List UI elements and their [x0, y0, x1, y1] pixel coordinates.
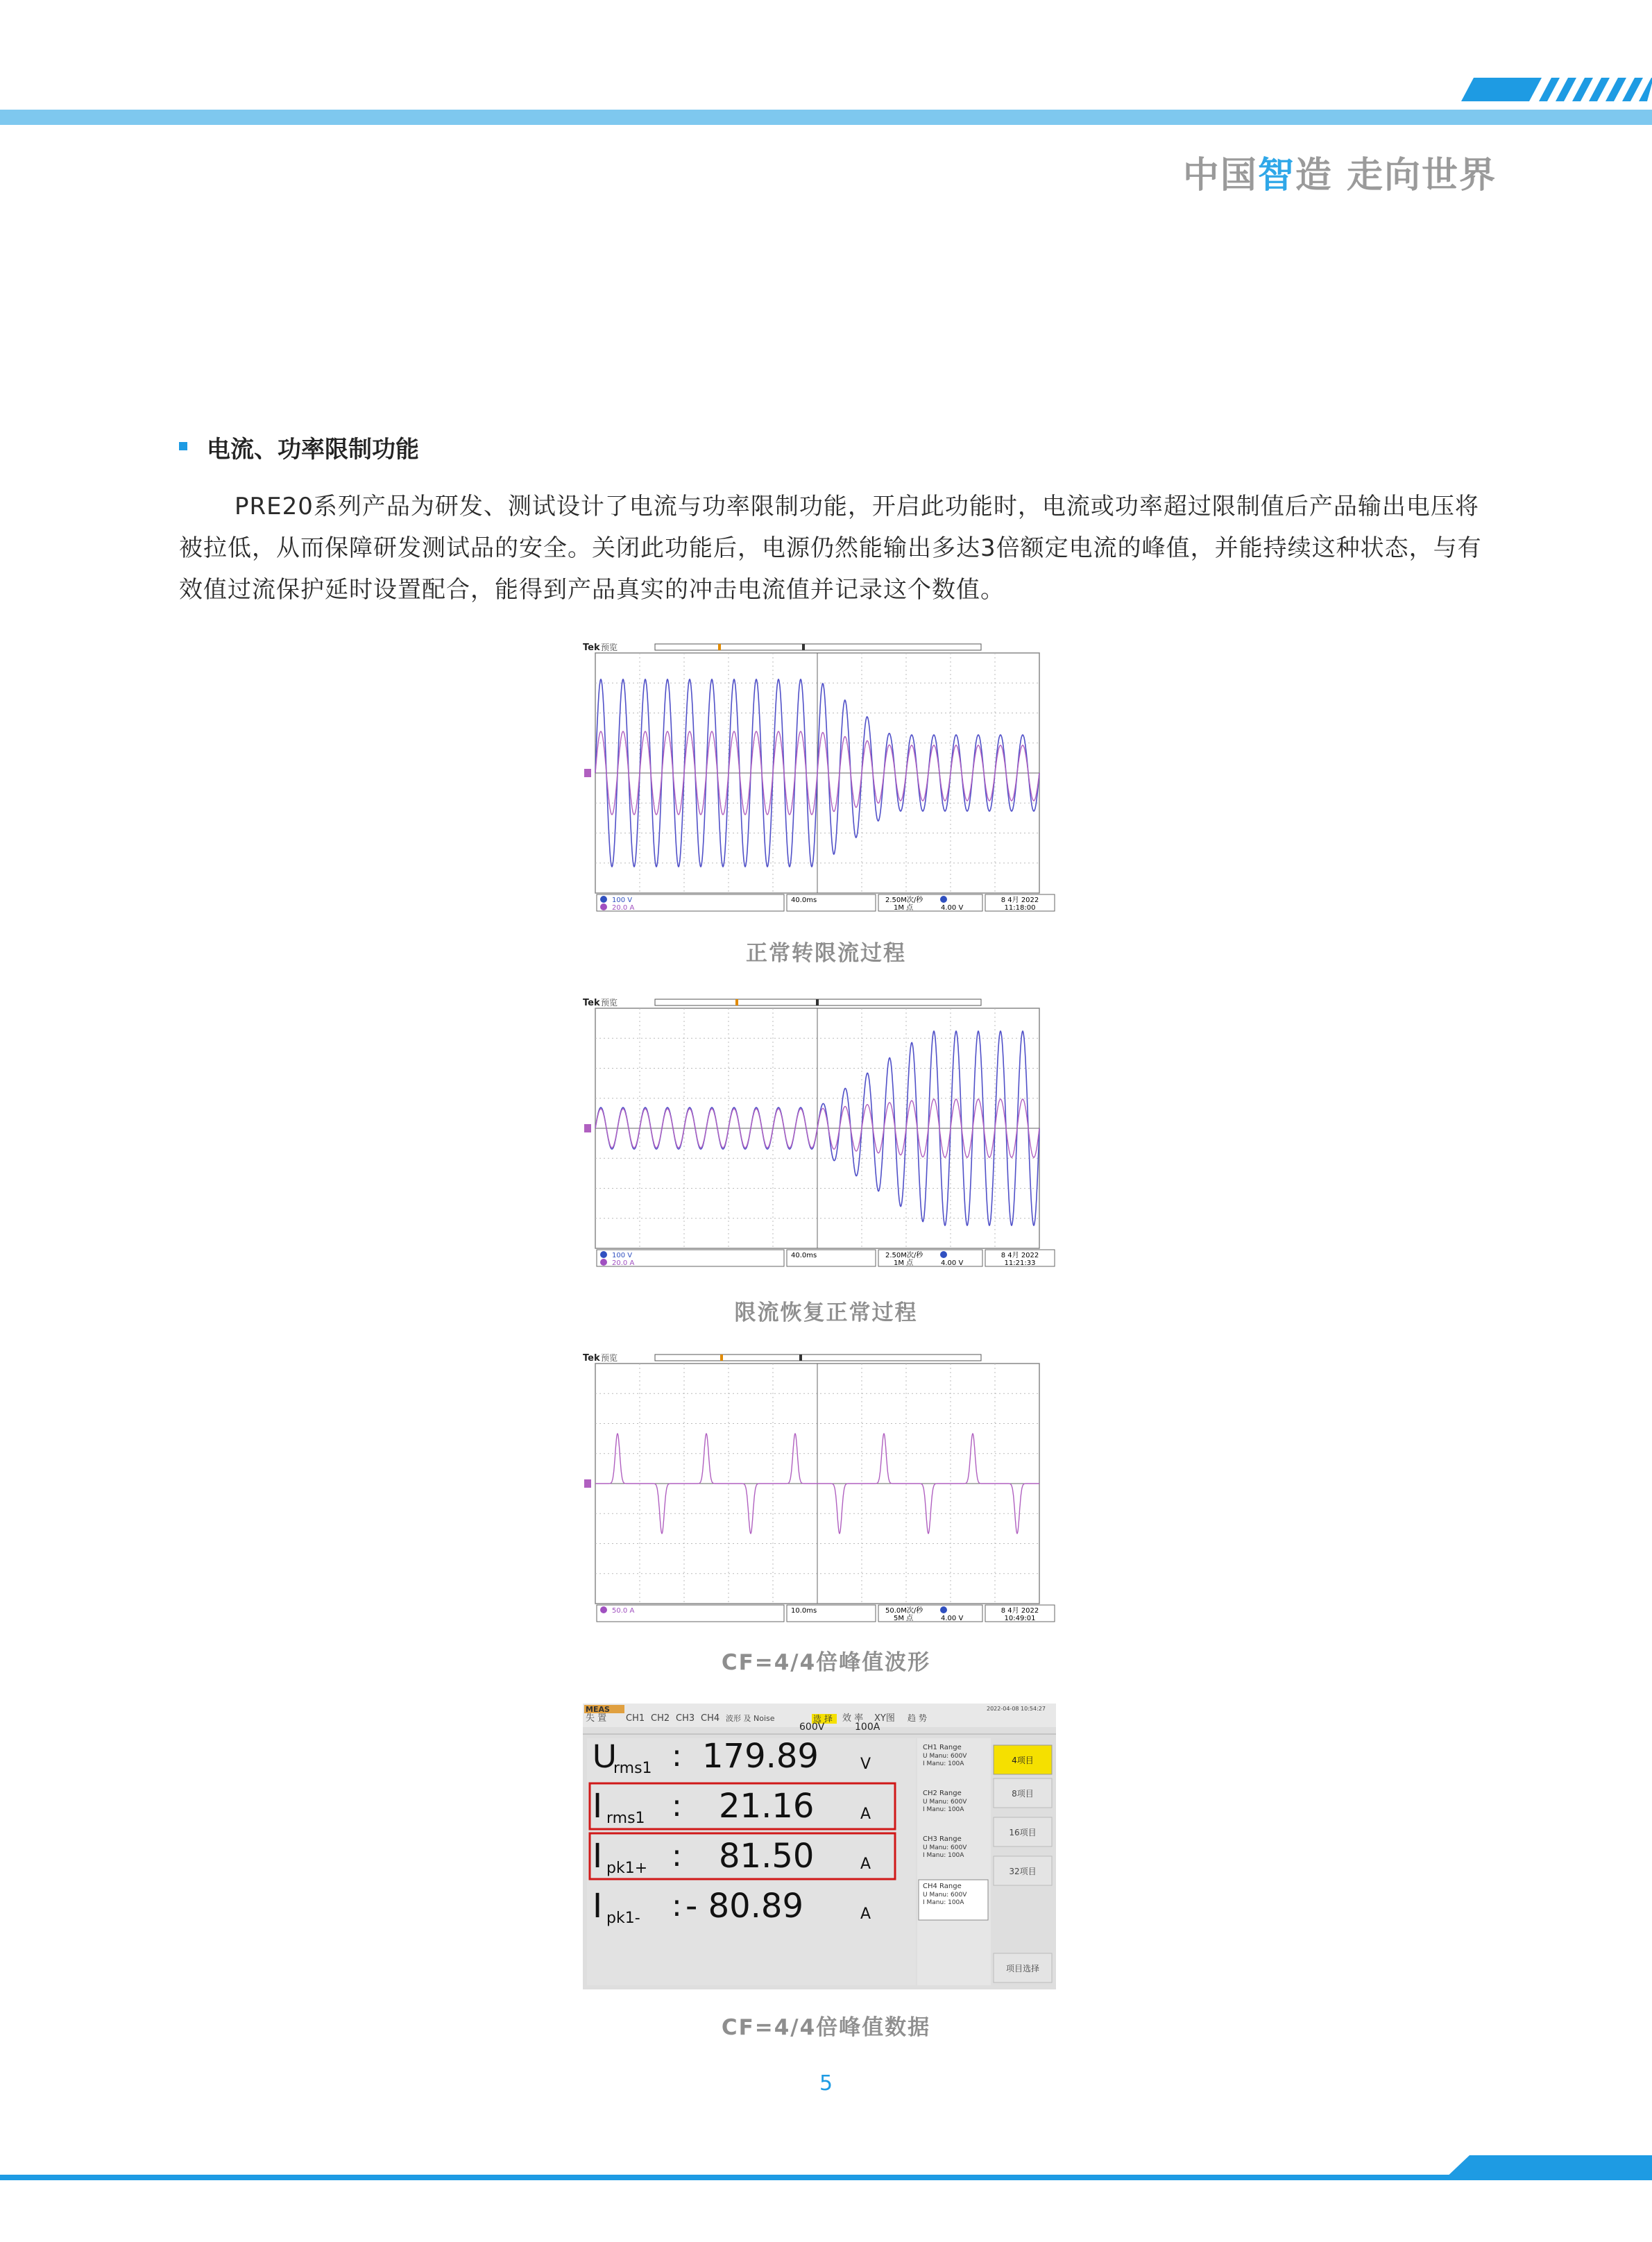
- scope-ch2-scale: 20.0 A: [612, 1259, 635, 1267]
- scope-rate: 50.0M次/秒: [885, 1607, 923, 1615]
- meter-menu-item: CH2: [651, 1713, 670, 1724]
- scope-points: 1M 点: [894, 1259, 914, 1267]
- meter-range-i: I Manu: 100A: [923, 1899, 964, 1906]
- section-bullet: [179, 442, 187, 450]
- scope-mode: 预览: [601, 643, 618, 652]
- svg-text::: :: [672, 1738, 682, 1774]
- meter-menu-item: 选 择: [813, 1714, 833, 1724]
- meter-unit: V: [860, 1756, 871, 1773]
- meter-voltage-range: 600V: [799, 1722, 825, 1733]
- meter-btn-4: 4项目: [1012, 1756, 1034, 1765]
- meter-value: - 80.89: [686, 1887, 803, 1926]
- meter-range-u: U Manu: 600V: [923, 1844, 967, 1851]
- meter-value: 179.89: [702, 1737, 819, 1776]
- scope-timebase: 10.0ms: [791, 1607, 817, 1615]
- meter-sub: rms1: [606, 1810, 645, 1827]
- scope-date: 8 4月 2022: [1000, 1607, 1039, 1615]
- meter-btn-select: 项目选择: [1005, 1964, 1040, 1973]
- power-meter-screenshot: [583, 1704, 1056, 1989]
- meter-menu-item: XY图: [874, 1713, 895, 1724]
- meter-unit: A: [860, 1806, 871, 1823]
- scope-ch2-scale: 50.0 A: [612, 1607, 635, 1615]
- meter-range-label: CH3 Range: [923, 1835, 962, 1843]
- scope-trigger: 4.00 V: [941, 904, 964, 912]
- scope-brand: Tek: [583, 643, 600, 653]
- figure-caption-3: CF=4/4倍峰值波形: [721, 1650, 931, 1675]
- meter-datetime: 2022-04-08 10:54:27: [987, 1706, 1046, 1712]
- meter-range-u: U Manu: 600V: [923, 1892, 967, 1899]
- meter-menu-item: 趋 势: [908, 1713, 927, 1723]
- meter-range-label: CH2 Range: [923, 1790, 962, 1797]
- meter-menu-item: CH3: [676, 1713, 695, 1724]
- meter-menu-meas: MEAS: [586, 1705, 610, 1714]
- meter-menu-item: 波形 及 Noise: [726, 1714, 775, 1723]
- header-bar: [0, 110, 1652, 125]
- scope-brand: Tek: [583, 1353, 600, 1364]
- meter-value: 81.50: [719, 1837, 815, 1876]
- page-number: 5: [819, 2071, 833, 2096]
- scope-trigger: 4.00 V: [941, 1259, 964, 1267]
- scope-screenshot-3: [581, 1349, 1059, 1623]
- meter-range-label: CH4 Range: [923, 1883, 962, 1890]
- figure-caption-2: 限流恢复正常过程: [734, 1300, 918, 1325]
- meter-range-u: U Manu: 600V: [923, 1799, 967, 1806]
- meter-value: 21.16: [719, 1787, 815, 1826]
- meter-menu-item: CH1: [626, 1713, 645, 1724]
- footer-bar: [0, 2144, 1652, 2186]
- figure-caption-4: CF=4/4倍峰值数据: [721, 2015, 931, 2040]
- scope-ch2-scale: 20.0 A: [612, 904, 635, 912]
- scope-trigger: 4.00 V: [941, 1615, 964, 1622]
- section-paragraph: PRE20系列产品为研发、测试设计了电流与功率限制功能，开启此功能时，电流或功率超过限制值后产品输出电压将被拉低，从而保障研发测试品的安全。关闭此功能后，电源仍然能输出多达3倍额定电流的峰值，并能持续这种状态，与有效值过流保护延时设置配合，能得到产品真实的冲击电流值并记录这个数值。: [179, 493, 1482, 604]
- meter-sub: rms1: [613, 1760, 652, 1777]
- scope-screenshot-1: [581, 638, 1059, 912]
- scope-timebase: 40.0ms: [791, 897, 817, 904]
- meter-sub: pk1-: [606, 1910, 640, 1927]
- scope-date: 8 4月 2022: [1000, 897, 1039, 904]
- scope-time: 11:21:33: [1004, 1259, 1036, 1267]
- meter-label: I: [593, 1787, 603, 1826]
- meter-btn-8: 8项目: [1012, 1789, 1034, 1799]
- scope-brand: Tek: [583, 998, 600, 1008]
- meter-label: U: [593, 1738, 617, 1775]
- scope-points: 5M 点: [894, 1615, 914, 1622]
- meter-label: I: [593, 1837, 603, 1876]
- svg-text::: :: [672, 1788, 682, 1824]
- meter-menu-item: 失 置: [586, 1713, 607, 1724]
- meter-range-label: CH1 Range: [923, 1744, 962, 1751]
- meter-unit: A: [860, 1905, 871, 1923]
- scope-ch1-scale: 100 V: [612, 897, 633, 904]
- meter-menu-item: CH4: [701, 1713, 720, 1724]
- figure-caption-1: 正常转限流过程: [746, 941, 906, 966]
- scope-date: 8 4月 2022: [1000, 1252, 1039, 1259]
- svg-text::: :: [672, 1838, 682, 1874]
- scope-time: 10:49:01: [1004, 1615, 1036, 1622]
- header-slogan: 中国智造 走向世界: [1182, 155, 1497, 196]
- scope-rate: 2.50M次/秒: [885, 1252, 923, 1259]
- meter-range-i: I Manu: 100A: [923, 1806, 964, 1813]
- meter-range-i: I Manu: 100A: [923, 1852, 964, 1859]
- meter-btn-32: 32项目: [1009, 1867, 1037, 1876]
- meter-btn-16: 16项目: [1009, 1828, 1037, 1837]
- scope-screenshot-2: [581, 994, 1059, 1268]
- meter-sub: pk1+: [606, 1860, 648, 1877]
- meter-range-i: I Manu: 100A: [923, 1760, 964, 1767]
- section-title: 电流、功率限制功能: [207, 436, 419, 464]
- scope-rate: 2.50M次/秒: [885, 897, 923, 904]
- header-stripes: [1450, 78, 1652, 101]
- meter-label: I: [593, 1887, 603, 1926]
- scope-ch1-scale: 100 V: [612, 1252, 633, 1259]
- scope-mode: 预览: [601, 1353, 618, 1363]
- scope-timebase: 40.0ms: [791, 1252, 817, 1259]
- meter-menu-item: 效 率: [842, 1713, 864, 1724]
- svg-text::: :: [672, 1888, 682, 1923]
- meter-current-range: 100A: [855, 1722, 880, 1733]
- scope-mode: 预览: [601, 998, 618, 1008]
- meter-unit: A: [860, 1855, 871, 1873]
- meter-range-u: U Manu: 600V: [923, 1753, 967, 1760]
- scope-points: 1M 点: [894, 904, 914, 912]
- scope-time: 11:18:00: [1004, 904, 1036, 912]
